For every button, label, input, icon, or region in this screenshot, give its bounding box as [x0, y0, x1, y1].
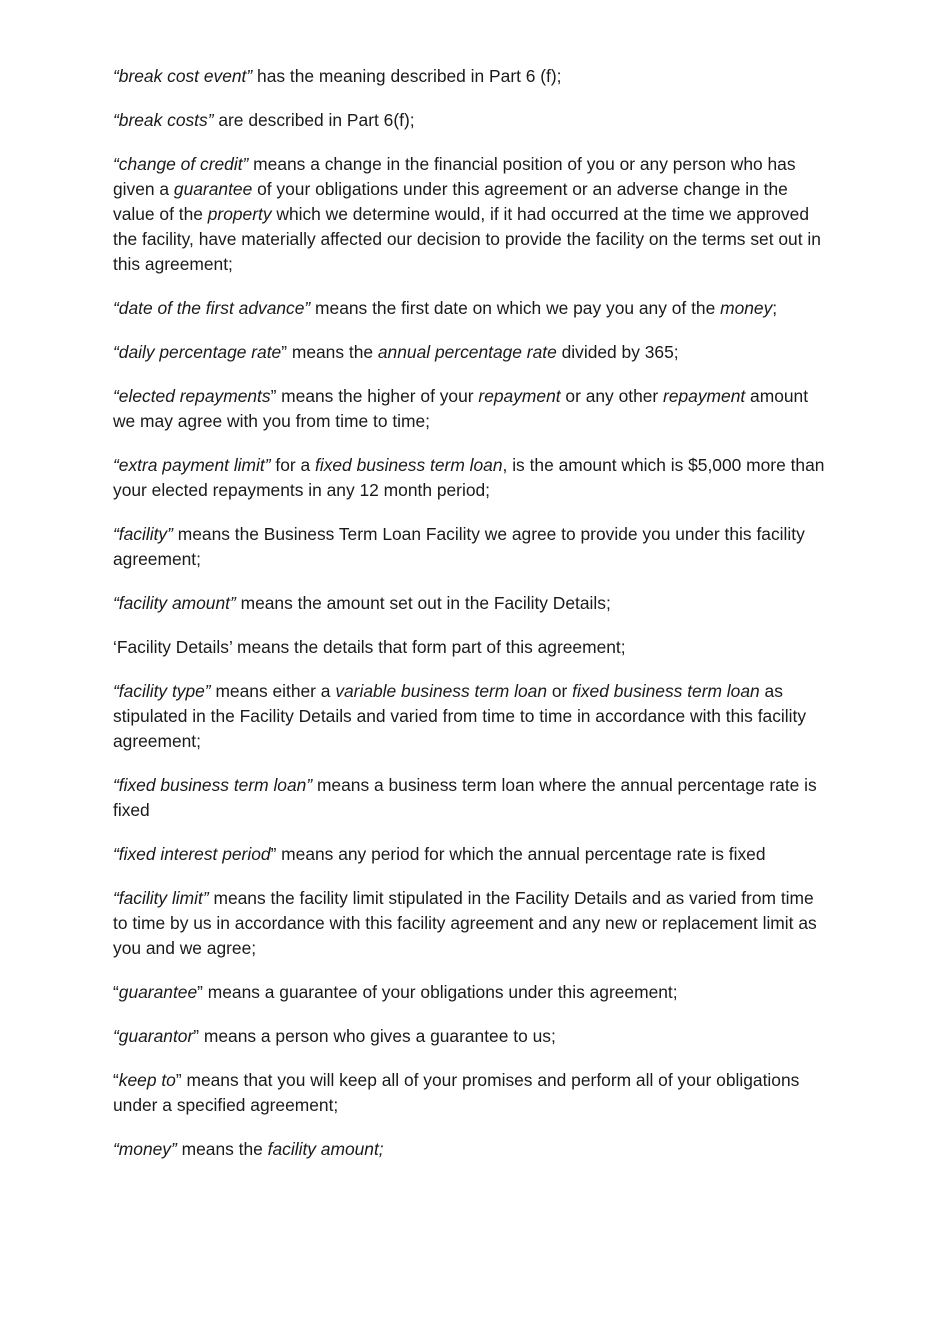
definition-term-italic: guarantee [173, 179, 253, 199]
definition-text: or [547, 681, 573, 701]
definition-date-of-first-advance [113, 296, 833, 321]
definition-text: ” means the [281, 342, 378, 362]
definition-facility-amount [113, 591, 833, 616]
definition-fixed-interest-period [113, 842, 833, 867]
definition-text: means a change in the financial position of you or any person who has given a [113, 154, 796, 199]
definition-term-italic: guarantee [118, 982, 198, 1002]
definition-text: ‘Facility Details’ means the details that form part of this agreement; [113, 637, 626, 657]
definition-text: amount we may agree with you from time to time; [113, 386, 809, 431]
definition-text: ” means a person who gives a guarantee to us; [193, 1026, 556, 1046]
definition-term-italic: “break cost event” [113, 66, 253, 86]
definition-text: as stipulated in the Facility Details and varied from time to time in accordance with this facility agreement; [113, 681, 807, 751]
definition-term-italic: “facility limit” [113, 888, 209, 908]
definition-fixed-business-term-loan [113, 773, 833, 823]
definition-text: which we determine would, if it had occurred at the time we approved the facility, have materially affected our decision to provide the facility on the terms set out in this agreement; [113, 204, 821, 274]
definition-term-italic: repayment [478, 386, 561, 406]
definition-term-italic: money [720, 298, 773, 318]
definition-text: ” means any period for which the annual percentage rate is fixed [270, 844, 766, 864]
definition-elected-repayments [113, 384, 833, 434]
definition-text: , is the amount which is $5,000 more than your elected repayments in any 12 month period; [113, 455, 825, 500]
definition-extra-payment-limit [113, 453, 833, 503]
definition-text: ” means the higher of your [270, 386, 479, 406]
definition-term-italic: fixed business term loan [315, 455, 503, 475]
definition-term-italic: “break costs” [113, 110, 214, 130]
definition-term-italic: “extra payment limit” [113, 455, 271, 475]
definition-text: for a [270, 455, 315, 475]
definitions-list [113, 64, 833, 1181]
definition-term-italic: “facility” [113, 524, 173, 544]
definition-term-italic: “elected repayments [113, 386, 271, 406]
definition-text: ” means a guarantee of your obligations under this agreement; [197, 982, 678, 1002]
definition-text: or any other [560, 386, 664, 406]
definition-text: divided by 365; [556, 342, 679, 362]
definition-keep-to [113, 1068, 833, 1118]
definition-text: ; [772, 298, 778, 318]
definition-text: “ [113, 1070, 119, 1090]
definition-facility-details [113, 635, 833, 660]
definition-text: means either a [210, 681, 336, 701]
definition-daily-percentage-rate [113, 340, 833, 365]
definition-break-cost-event [113, 64, 833, 89]
definition-text: means the facility limit stipulated in the Facility Details and as varied from time to time by us in accordance with this facility agreement and any new or replacement limit as you and we agree; [113, 888, 817, 958]
definition-text: of your obligations under this agreement or an adverse change in the value of the [113, 179, 788, 224]
definition-guarantor [113, 1024, 833, 1049]
definition-break-costs [113, 108, 833, 133]
definition-text: means the Business Term Loan Facility we agree to provide you under this facility agreement; [113, 524, 805, 569]
definition-term-italic: “money” [113, 1139, 177, 1159]
definition-text: “ [113, 982, 119, 1002]
definition-text: means a business term loan where the annual percentage rate is fixed [113, 775, 817, 820]
definition-change-of-credit [113, 152, 833, 277]
definition-facility-limit [113, 886, 833, 961]
definition-facility-type [113, 679, 833, 754]
definition-term-italic: “fixed business term loan” [113, 775, 313, 795]
definition-money [113, 1137, 833, 1162]
definition-term-italic: “daily percentage rate [113, 342, 282, 362]
definition-term-italic: “change of credit” [113, 154, 249, 174]
definition-term-italic: “fixed interest period [113, 844, 271, 864]
definition-facility [113, 522, 833, 572]
definition-term-italic: “guarantor [113, 1026, 194, 1046]
definition-term-italic: keep to [118, 1070, 176, 1090]
definition-text: means the amount set out in the Facility Details; [235, 593, 611, 613]
definition-text: ” means that you will keep all of your promises and perform all of your obligations under a specified agreement; [113, 1070, 800, 1115]
definition-term-italic: property [207, 204, 272, 224]
definition-term-italic: “facility type” [113, 681, 211, 701]
definition-term-italic: fixed business term loan [572, 681, 760, 701]
definition-term-italic: “facility amount” [113, 593, 236, 613]
definition-term-italic: repayment [663, 386, 746, 406]
definition-term-italic: variable business term loan [335, 681, 548, 701]
definition-term-italic: annual percentage rate [377, 342, 557, 362]
definition-guarantee [113, 980, 833, 1005]
definition-text: means the first date on which we pay you any of the [310, 298, 721, 318]
definition-term-italic: facility amount; [267, 1139, 384, 1159]
definition-text: means the [176, 1139, 268, 1159]
definition-text: has the meaning described in Part 6 (f); [252, 66, 562, 86]
definition-text: are described in Part 6(f); [213, 110, 415, 130]
definition-term-italic: “date of the first advance” [113, 298, 311, 318]
